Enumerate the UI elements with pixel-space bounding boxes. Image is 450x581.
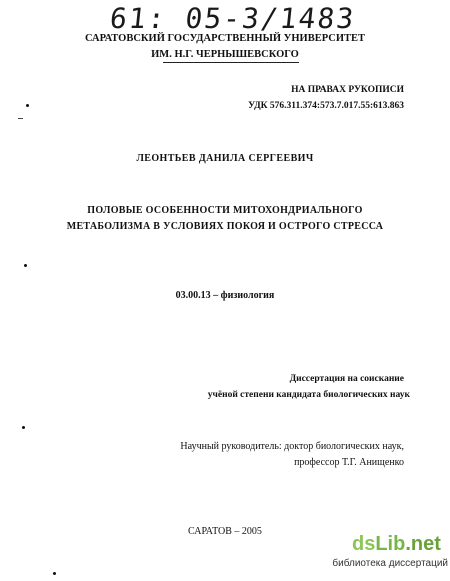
header-divider	[163, 62, 299, 63]
punch-hole-mark	[26, 104, 29, 107]
punch-hole-mark	[24, 264, 27, 267]
supervisor-line2: профессор Т.Г. Анищенко	[294, 457, 404, 468]
university-name: САРАТОВСКИЙ ГОСУДАРСТВЕННЫЙ УНИВЕРСИТЕТ	[84, 33, 366, 44]
dissertation-line2: учёной степени кандидата биологических наук	[207, 390, 410, 400]
watermark-subtitle: библиотека диссертаций	[332, 558, 448, 569]
city-year: САРАТОВ – 2005	[188, 526, 262, 537]
dslib-logo: dsLib.net	[352, 533, 441, 555]
manuscript-rights: НА ПРАВАХ РУКОПИСИ	[291, 85, 404, 95]
thesis-title-line1: ПОЛОВЫЕ ОСОБЕННОСТИ МИТОХОНДРИАЛЬНОГО	[87, 205, 363, 216]
specialty-code: 03.00.13 – физиология	[175, 290, 275, 301]
university-subname: ИМ. Н.Г. ЧЕРНЫШЕВСКОГО	[151, 49, 299, 60]
supervisor-line1: Научный руководитель: доктор биологических наук,	[180, 441, 404, 452]
margin-tick-mark	[18, 118, 23, 119]
dissertation-line1: Диссертация на соискание	[289, 374, 404, 384]
punch-hole-mark	[22, 426, 25, 429]
thesis-title-line2: МЕТАБОЛИЗМА В УСЛОВИЯХ ПОКОЯ И ОСТРОГО СТРЕССА	[66, 221, 384, 232]
author-name: ЛЕОНТЬЕВ ДАНИЛА СЕРГЕЕВИЧ	[136, 153, 314, 164]
handwritten-archive-code: 61: 05-3/1483	[108, 2, 357, 35]
punch-hole-mark	[53, 572, 56, 575]
udk-code: УДК 576.311.374:573.7.017.55:613.863	[248, 101, 404, 111]
